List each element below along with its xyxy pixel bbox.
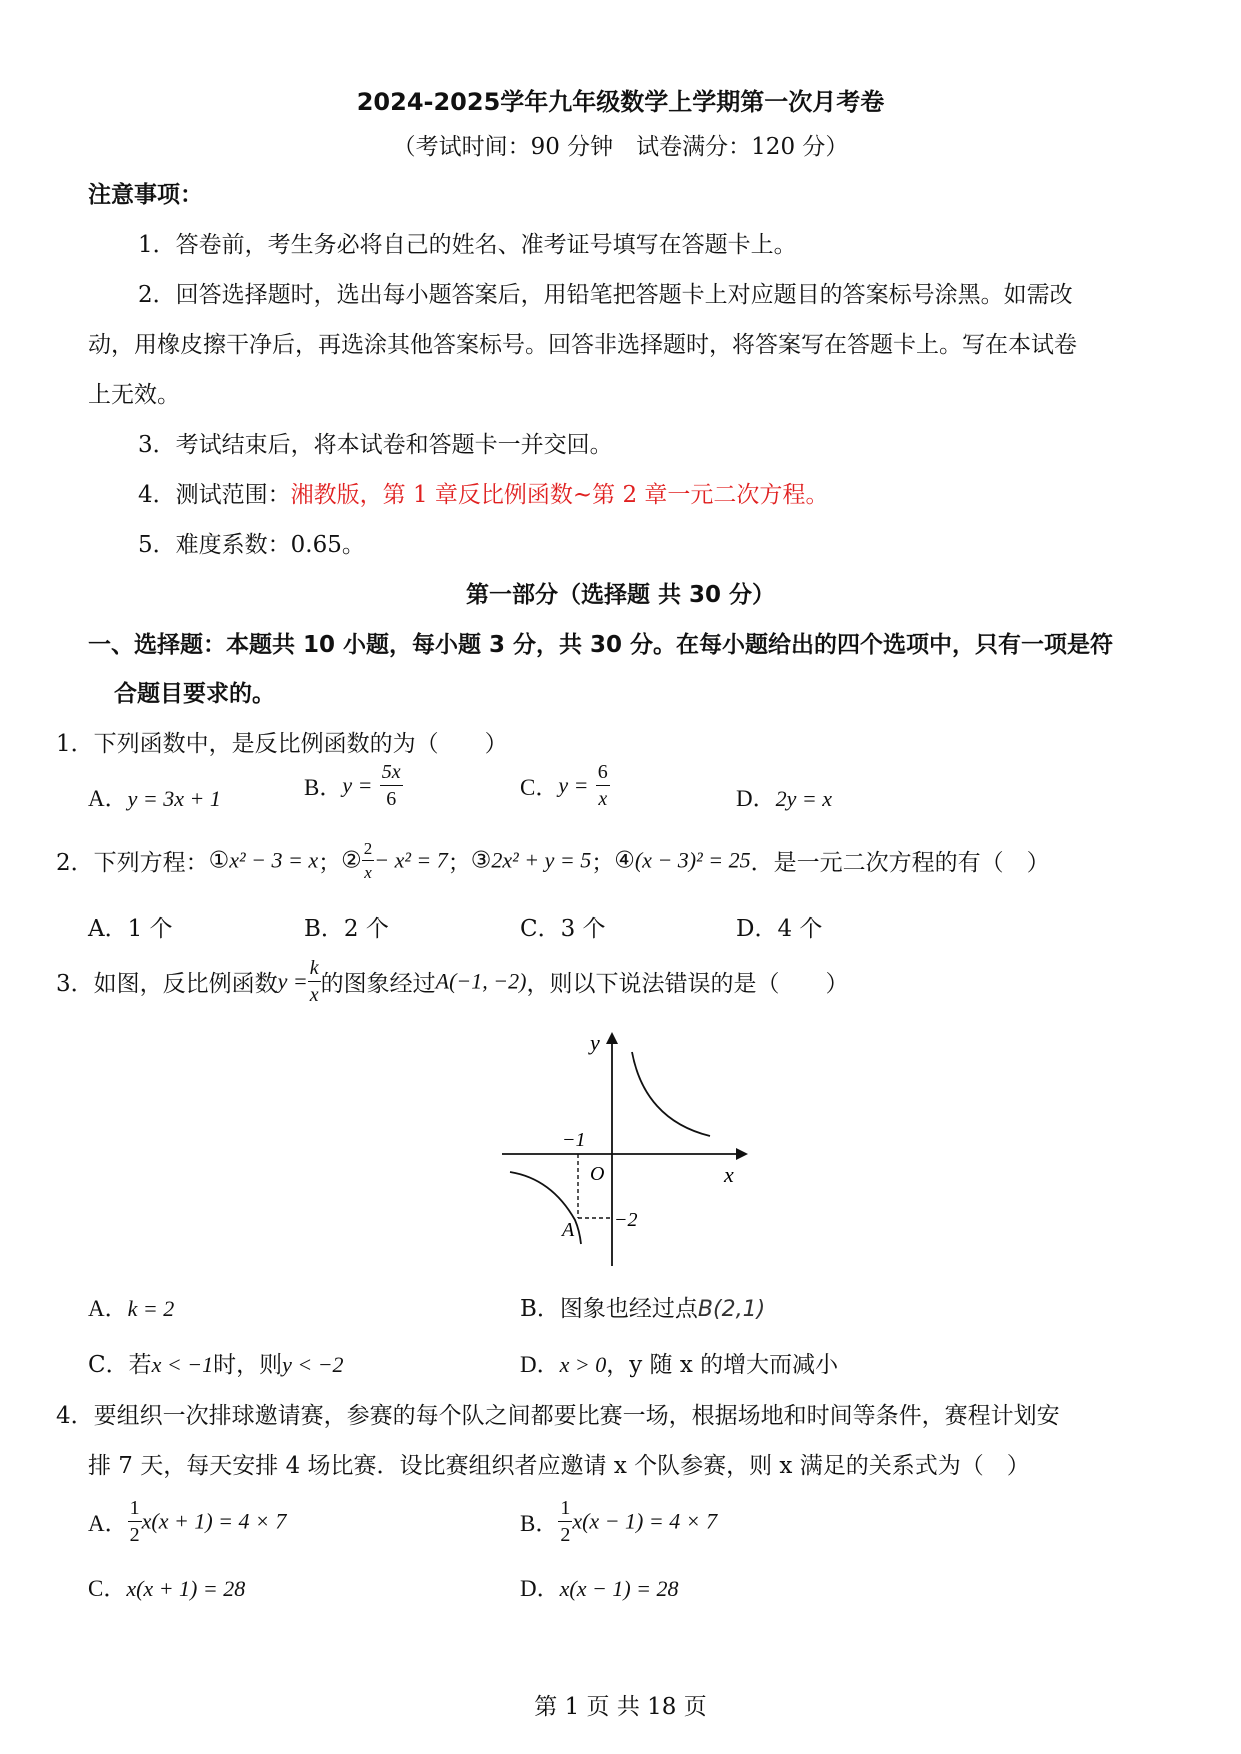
q3-c-res: y < −2 — [282, 1352, 344, 1377]
q2-e3-mark: ③ — [470, 847, 492, 874]
q3-d-rest: ，y 随 x 的增大而减小 — [606, 1352, 839, 1378]
q3-option-a — [88, 1290, 174, 1323]
notes-heading: 注意事项： — [88, 182, 203, 208]
note-1: 1．答卷前，考生务必将自己的姓名、准考证号填写在答题卡上。 — [138, 232, 797, 258]
q3-option-b — [520, 1290, 765, 1323]
q2-e4-mark: ④ — [614, 847, 635, 874]
minus-2-label: −2 — [614, 1209, 638, 1231]
q4-option-b — [520, 1498, 717, 1545]
q3-suffix: ，则以下说法错误的是（ ） — [526, 971, 849, 997]
note-2-line-1: 2．回答选择题时，选出每小题答案后，用铅笔把答题卡上对应题目的答案标号涂黑。如需改 — [138, 282, 1073, 308]
q4-a-fraction — [128, 1498, 142, 1545]
q2-option-a: A．1 个 — [88, 916, 173, 942]
q1-option-b — [304, 762, 403, 809]
x-axis-label: x — [724, 1162, 734, 1187]
q2-option-b: B．2 个 — [304, 916, 389, 942]
q1-option-a — [88, 780, 221, 813]
q3-d-label: D． — [520, 1352, 560, 1377]
q4-b-num: 1 — [558, 1498, 572, 1522]
q1-a-label: A． — [88, 786, 128, 811]
q2-prefix: 2．下列方程： — [56, 850, 209, 876]
q3-c-label: C．若 — [88, 1352, 152, 1378]
note-4-suffix: 。 — [805, 482, 829, 508]
q1-d-label: D． — [736, 786, 776, 811]
q1-b-label: B． — [304, 775, 343, 800]
y-axis-label: y — [590, 1030, 600, 1055]
q4-d-math: x(x − 1) = 28 — [559, 1576, 679, 1601]
q2-e2-den: x — [364, 863, 372, 882]
q4-a-label: A． — [88, 1511, 128, 1536]
q1-b-num: 5x — [380, 762, 403, 786]
q4-c-label: C． — [88, 1576, 127, 1601]
q2-option-c: C．3 个 — [520, 916, 606, 942]
exam-title: 2024-2025学年九年级数学上学期第一次月考卷 — [356, 88, 885, 116]
origin-label: O — [590, 1163, 605, 1185]
q1-c-den: x — [598, 788, 608, 810]
q1-d-math: 2y = x — [775, 786, 832, 811]
q3-option-c — [88, 1346, 344, 1379]
q4-c-math: x(x + 1) = 28 — [126, 1576, 246, 1601]
q2-e1: x² − 3 = x — [229, 847, 319, 873]
x-axis-arrow — [736, 1148, 748, 1160]
q4-option-d — [520, 1570, 679, 1603]
q1-c-fraction — [596, 762, 610, 809]
q3-d-cond: x > 0 — [559, 1352, 607, 1377]
q2-e4: (x − 3)² = 25 — [634, 847, 751, 873]
q4-option-a — [88, 1498, 286, 1545]
q4-option-c — [88, 1570, 245, 1603]
q1-b-den: 6 — [386, 788, 397, 810]
q1-c-lhs: y = — [558, 772, 589, 798]
q1-b-fraction — [380, 762, 403, 809]
q3-c-mid: 时，则 — [213, 1352, 283, 1378]
section-1-line-1: 一、选择题：本题共 10 小题，每小题 3 分，共 30 分。在每小题给出的四个选项中，只有一项是符 — [88, 632, 1114, 658]
q3-b-text: B．图象也经过点 — [520, 1296, 698, 1322]
q4-a-num: 1 — [128, 1498, 142, 1522]
q1-option-d — [736, 780, 832, 813]
q3-a-math: k = 2 — [127, 1296, 175, 1321]
q2-e3: 2x² + y = 5 — [491, 847, 592, 873]
q2-stem — [56, 840, 1050, 881]
q3-b-point: B(2,1) — [697, 1297, 766, 1322]
note-5: 5．难度系数：0.65。 — [138, 532, 365, 558]
note-4-prefix: 4．测试范围： — [138, 482, 291, 508]
q1-option-c — [520, 762, 610, 809]
note-3: 3．考试结束后，将本试卷和答题卡一并交回。 — [138, 432, 613, 458]
q2-e2-num: 2 — [362, 840, 375, 861]
hyperbola-branch-q1 — [632, 1052, 710, 1136]
q2-e2-mark: ② — [341, 847, 362, 874]
q2-e2-fraction — [362, 840, 375, 881]
section-1-line-2: 合题目要求的。 — [114, 681, 275, 707]
q4-a-rest: x(x + 1) = 4 × 7 — [141, 1508, 287, 1534]
q3-fraction — [308, 958, 321, 1005]
q3-lhs: y = — [277, 968, 308, 994]
note-2-line-3: 上无效。 — [88, 382, 180, 408]
q4-b-fraction — [558, 1498, 572, 1545]
point-a-label: A — [562, 1219, 575, 1241]
q2-sep-2: ； — [447, 850, 471, 876]
q2-option-d: D．4 个 — [736, 916, 823, 942]
q4-b-label: B． — [520, 1511, 559, 1536]
q3-option-d — [520, 1346, 838, 1379]
q1-a-math: y = 3x + 1 — [127, 786, 221, 811]
q3-c-cond: x < −1 — [151, 1352, 214, 1377]
q4-a-den: 2 — [129, 1524, 140, 1546]
q4-d-label: D． — [520, 1576, 560, 1601]
note-2-line-2: 动，用橡皮擦干净后，再选涂其他答案标号。回答非选择题时，将答案写在答题卡上。写在本试卷 — [88, 332, 1077, 358]
q3-prefix: 3．如图，反比例函数 — [56, 971, 278, 997]
minus-1-label: −1 — [562, 1129, 586, 1151]
q2-e1-mark: ① — [208, 847, 230, 874]
q3-point: A(−1, −2) — [435, 968, 527, 994]
note-4 — [138, 476, 828, 509]
q3-den: x — [309, 984, 319, 1006]
q3-a-label: A． — [88, 1296, 128, 1321]
page-number: 第 1 页 共 18 页 — [534, 1694, 707, 1720]
exam-subtitle: （考试时间：90 分钟 试卷满分：120 分） — [392, 134, 849, 160]
q1-c-num: 6 — [596, 762, 610, 786]
y-axis-arrow — [606, 1032, 618, 1044]
q2-suffix: ．是一元二次方程的有（ ） — [750, 850, 1050, 876]
note-4-range: 湘教版，第 1 章反比例函数~第 2 章一元二次方程 — [290, 482, 806, 508]
q4-b-rest: x(x − 1) = 4 × 7 — [572, 1508, 718, 1534]
q2-sep-1: ； — [318, 850, 342, 876]
q3-hyperbola-graph — [490, 1030, 750, 1270]
q4-stem-line-2: 排 7 天，每天安排 4 场比赛．设比赛组织者应邀请 x 个队参赛，则 x 满足的关系式为（ ） — [88, 1453, 1030, 1479]
q1-c-label: C． — [520, 775, 559, 800]
q3-num: k — [308, 958, 321, 982]
q3-mid: 的图象经过 — [320, 971, 436, 997]
q3-stem — [56, 958, 848, 1005]
q4-b-den: 2 — [560, 1524, 571, 1546]
q4-stem-line-1: 4．要组织一次排球邀请赛，参赛的每个队之间都要比赛一场，根据场地和时间等条件，赛程计划安 — [56, 1403, 1060, 1429]
q1-stem: 1．下列函数中，是反比例函数的为（ ） — [56, 731, 508, 757]
q2-e2-rest: − x² = 7 — [374, 847, 448, 873]
part-1-title: 第一部分（选择题 共 30 分） — [465, 582, 776, 608]
q1-b-lhs: y = — [342, 772, 373, 798]
q2-sep-3: ； — [591, 850, 615, 876]
